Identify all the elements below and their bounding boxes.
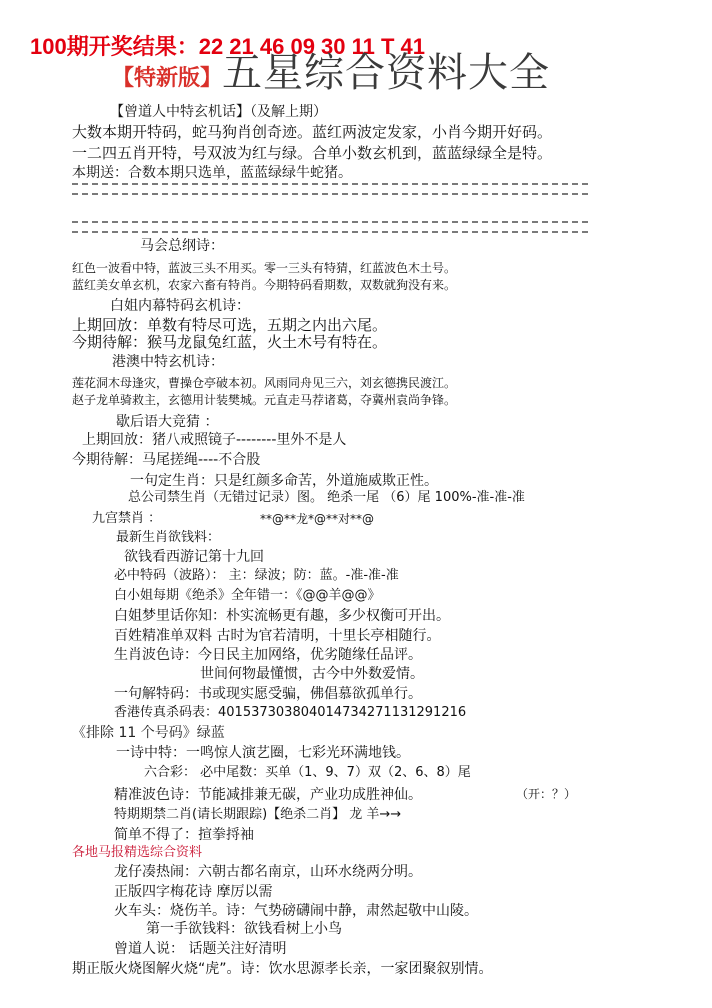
section-heading: 歇后语大竞猜 ： (116, 414, 219, 430)
text-line: 本期送：合数本期只选单，蓝蓝绿绿牛蛇猪。 (72, 165, 352, 181)
divider (72, 221, 588, 233)
draw-result-banner: 100期开奖结果：22 21 46 09 30 11 T 41 (30, 34, 426, 59)
text-line: 白姐梦里话你知：朴实流畅更有趣，多少权衡可开出。 (114, 608, 450, 624)
text-line: 九宫禁肖 ： (92, 511, 162, 526)
text-line: 大数本期开特码，蛇马狗肖创奇迹。蓝红两波定发家，小肖今期开好码。 (72, 123, 553, 141)
section-heading-red: 各地马报精选综合资料 (72, 845, 203, 860)
text-line: 特期期禁二肖(请长期跟踪)【绝杀二肖】 龙 羊→→ (114, 807, 402, 822)
section-heading: 白姐内幕特码玄机诗： (110, 298, 250, 314)
text-line: 香港传真杀码表：40153730380401473427113129​1216 (114, 705, 467, 720)
section-heading: 最新生肖欲钱料： (116, 530, 221, 545)
text-line: 一诗中特：一鸣惊人演艺圈，七彩光环满地钱。 (116, 745, 410, 761)
text-line: 莲花洞木母逢灾，曹操仓亭破本初。风雨同舟见三六，刘玄德携民渡江。 (72, 376, 457, 390)
text-line: 生肖波色诗：今日民主加网络，优劣随缘任品评。 (114, 647, 422, 663)
text-line: 上期回放：猪八戒照镜子--------里外不是人 (82, 432, 347, 448)
text-line: 欲钱看西游记第十九回 (124, 549, 264, 565)
page-title: 五星综合资料大全 (222, 50, 550, 96)
text-line: 一句定生肖：只是红颜多命苦，外道施威欺正性。 (130, 473, 438, 489)
special-edition-label: 【特新版】 (112, 66, 223, 91)
divider (72, 183, 588, 195)
text-line: 白小姐每期《绝杀》全年错一：《@@羊@@》 (114, 588, 381, 603)
text-line: 《排除 11 个号码》绿蓝 (72, 725, 225, 741)
text-line: 一二四五肖开特，号双波为红与绿。合单小数玄机到，蓝蓝绿绿全是特。 (72, 144, 553, 162)
text-line: 龙仔凑热闹：六朝古都名南京，山环水绕两分明。 (114, 864, 422, 880)
text-line: 今期待解：马尾搓绳----不合股 (72, 452, 261, 468)
text-line: 今期待解：猴马龙鼠兔红蓝，火土木号有特在。 (72, 333, 388, 351)
text-line: 正版四字梅花诗 摩厉以需 (114, 884, 273, 900)
text-line: 赵子龙单骑救主，玄德用计装樊城。元直走马荐诸葛，夺冀州袁尚争锋。 (72, 393, 457, 407)
text-line: 一句解特码：书或现实愿受骗，佛倡慕欲孤单行。 (114, 686, 422, 702)
section-heading: 港澳中特玄机诗： (112, 354, 224, 370)
text-line: 上期回放：单数有特尽可选，五期之内出六尾。 (72, 316, 388, 334)
text-line: 第一手欲钱料：欲钱看树上小鸟 (146, 921, 342, 937)
text-line: 六合彩： 必中尾数：买单（1、9、7）双（2、6、8）尾 (144, 765, 471, 780)
text-line: 曾道人说： 话题关注好清明 (114, 941, 287, 957)
text-line: 火车头：烧伤羊。诗：气势磅礴闹中静，肃然起敬中山陵。 (114, 903, 478, 919)
text-line: 总公司禁生肖（无错过记录）图。 绝杀一尾 （6）尾 100%-准-准-准 (128, 490, 525, 505)
text-line: 世间何物最懂惯，古今中外数爱情。 (200, 666, 424, 682)
text-line: 蓝红美女单玄机，农家六畜有特肖。今期特码看期数，双数就狗没有来。 (72, 278, 457, 292)
text-line: 精准波色诗：节能减排兼无碳，产业功成胜神仙。 (114, 787, 422, 803)
text-line: 必中特码（波路）： 主：绿波；防：蓝。-准-准-准 (114, 568, 399, 583)
text-line: 百姓精准单双料 古时为官若清明，十里长亭相随行。 (114, 628, 441, 644)
section-heading-zeng: 【曾道人中特玄机话】（及解上期） (110, 104, 327, 120)
text-line: **@**龙*@**对**@ (260, 512, 375, 526)
section-heading: 马会总纲诗： (140, 238, 224, 254)
text-line: 简单不得了：揎拳捋袖 (114, 827, 254, 843)
text-line: 期正版火烧图解火烧“虎”。诗：饮水思源孝长亲，一家团聚叙别情。 (72, 961, 493, 977)
text-line: 红色一波看中特，蓝波三头不用买。零一三头有特猜，红蓝波色木土号。 (72, 261, 457, 275)
text-line: （开：？） (516, 787, 577, 801)
